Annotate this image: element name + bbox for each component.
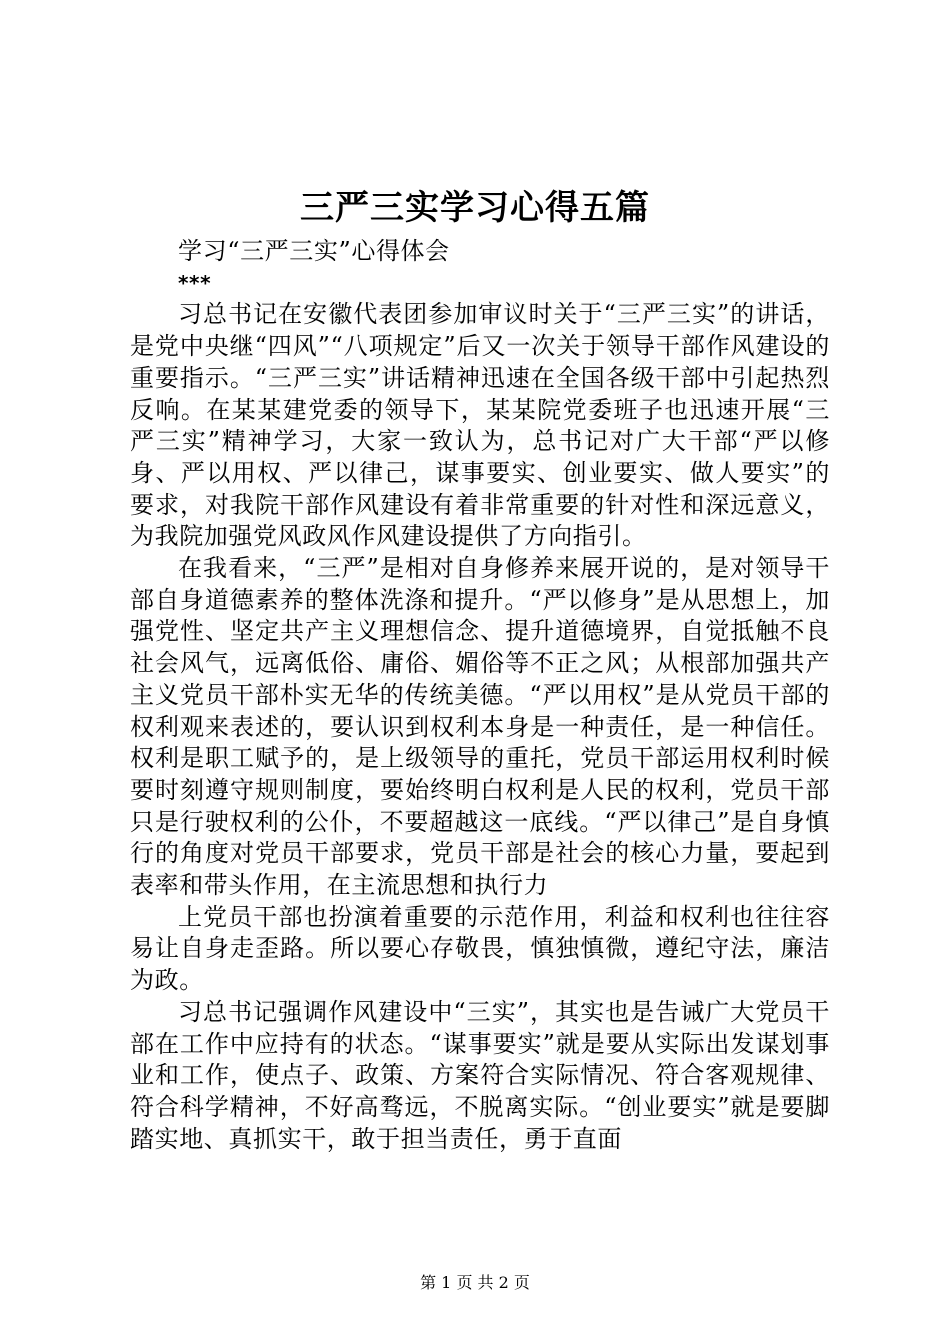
- paragraph-2: 在我看来，“三严”是相对自身修养来展开说的，是对领导干部自身道德素养的整体洗涤和提升。“严以修身”是从思想上，加强党性、坚定共产主义理想信念、提升道德境界，自觉抵触不良社会风气，远离低俗、庸俗、媚俗等不正之风；从根部加强共产主义党员干部朴实无华的传统美德。“严以用权”是从党员干部的权利观来表述的，要认识到权利本身是一种责任，是一种信任。权利是职工赋予的，是上级领导的重托，党员干部运用权利时候要时刻遵守规则制度，要始终明白权利是人民的权利，党员干部只是行驶权利的公仆，不要超越这一底线。“严以律己”是自身慎行的角度对党员干部要求，党员干部是社会的核心力量，要起到表率和带头作用，在主流思想和执行力: [130, 554, 830, 900]
- document-body: [130, 236, 830, 1155]
- page-number: 第 1 页 共 2 页: [420, 1273, 530, 1292]
- document-author: ***: [178, 270, 212, 295]
- paragraph-1: 习总书记在安徽代表团参加审议时关于“三严三实”的讲话，是党中央继“四风”“八项规定”后又一次关于领导干部作风建设的重要指示。“三严三实”讲话精神迅速在全国各级干部中引起热烈反响。在某某建党委的领导下，某某院党委班子也迅速开展“三严三实”精神学习，大家一致认为，总书记对广大干部“严以修身、严以用权、严以律己，谋事要实、创业要实、做人要实”的要求，对我院干部作风建设有着非常重要的针对性和深远意义，为我院加强党风政风作风建设提供了方向指引。: [130, 300, 830, 551]
- paragraph-4: 习总书记强调作风建设中“三实”，其实也是告诫广大党员干部在工作中应持有的状态。“谋事要实”就是要从实际出发谋划事业和工作，使点子、政策、方案符合实际情况、符合客观规律、符合科学精神，不好高骛远，不脱离实际。“创业要实”就是要脚踏实地、真抓实干，敢于担当责任，勇于直面: [130, 997, 830, 1153]
- paragraph-3: 上党员干部也扮演着重要的示范作用，利益和权利也往往容易让自身走歪路。所以要心存敬畏，慎独慎微，遵纪守法，廉洁为政。: [130, 902, 830, 995]
- document-subtitle: 学习“三严三实”心得体会: [178, 237, 450, 265]
- document-title: 三严三实学习心得五篇: [300, 188, 650, 228]
